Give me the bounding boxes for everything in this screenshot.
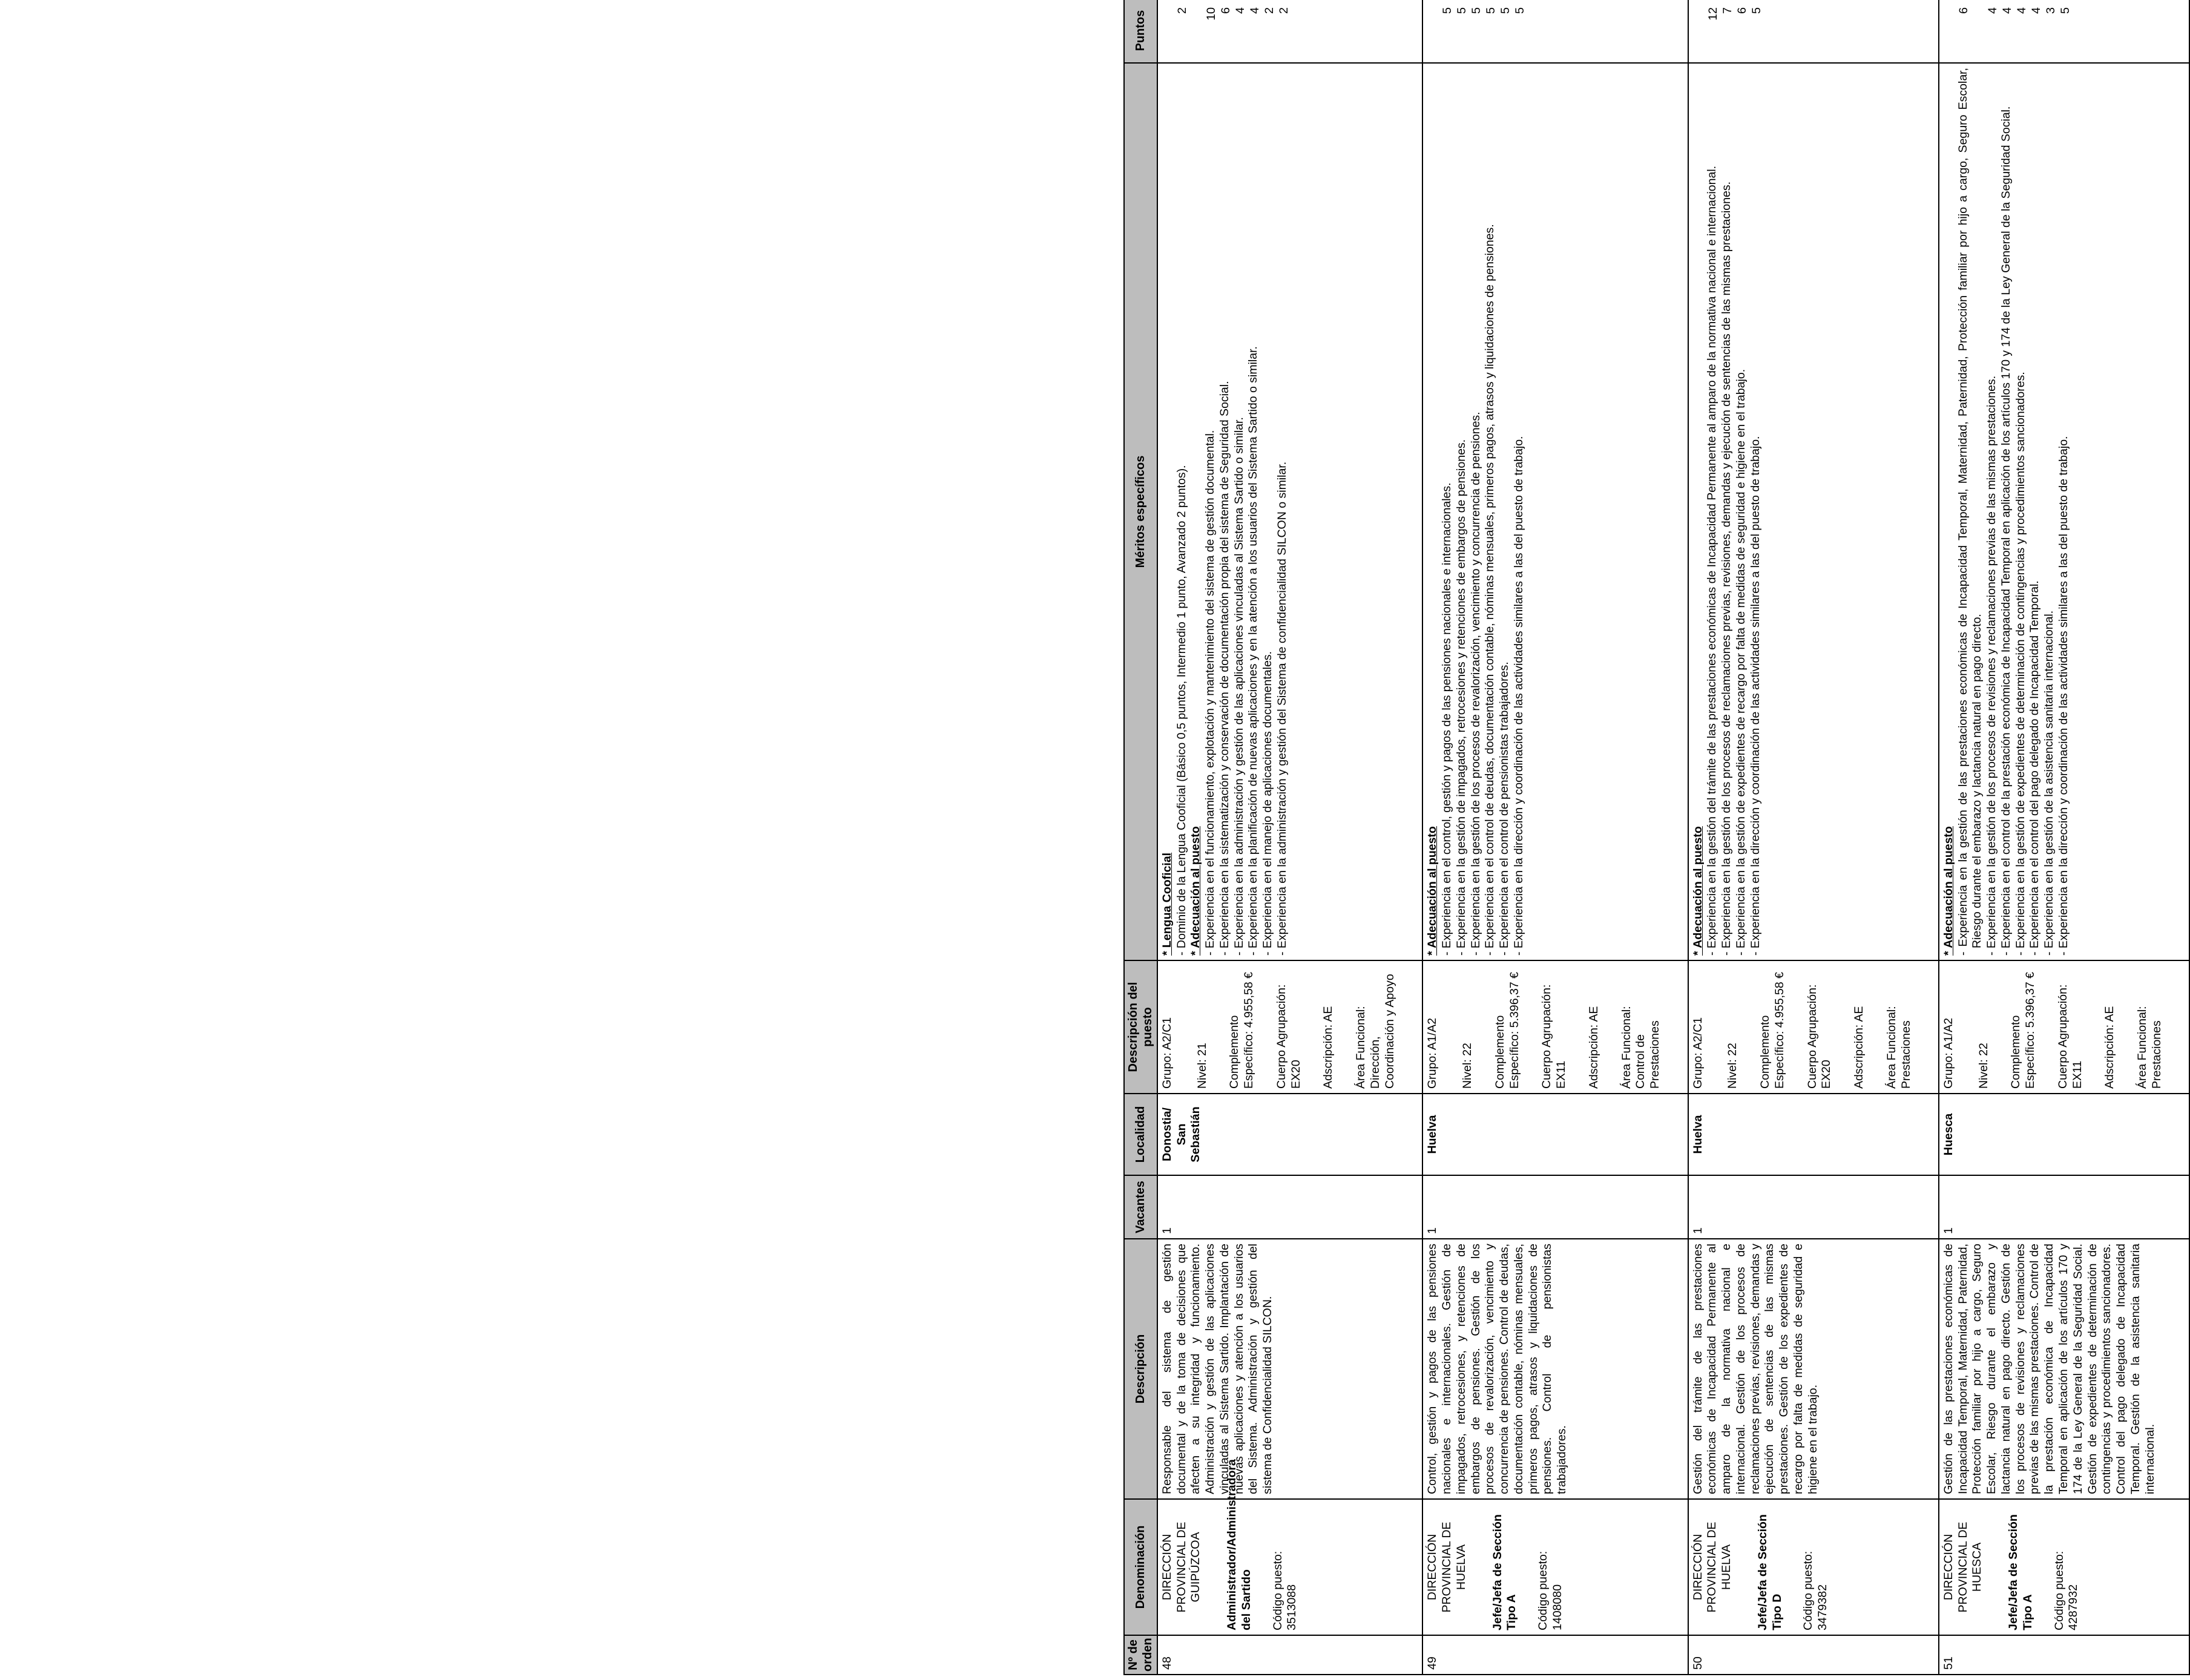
merit-item: - Experiencia en la planificación de nuevas aplicaciones y en la atención a los usuarios del Sistema Sartido o similar. (1246, 346, 1260, 956)
order-number: 51 (1939, 1635, 2189, 1675)
header-vacancies: Vacantes (1124, 1175, 1157, 1239)
merit-section (1942, 68, 1956, 956)
province-name: DIRECCIÓN PROVINCIAL DE HUESCA (1941, 1521, 1984, 1613)
merit-points: 12 (1706, 7, 1720, 21)
merit-item: - Experiencia en el control de la prestación económica de Incapacidad Temporal en aplicación de los artículos 170 y 174 de la Ley General de la Seguridad Social. (1999, 106, 2013, 956)
position-code: Código puesto: 4287932 (2052, 1550, 2080, 1630)
merit-section (1425, 68, 1440, 956)
merit-points: 4 (1248, 7, 1261, 14)
cuerpo: Cuerpo Agrupación: EX11 (1540, 984, 1568, 1089)
denomination-cell (1157, 1459, 1422, 1635)
header-order: Nº de orden (1124, 1635, 1157, 1675)
description-cell: Gestión del trámite de las prestaciones económicas de Incapacidad Permanente al amparo de la normativa nacional e internacional. Gestión de los procesos de reclamaciones previas, revisiones, demandas y ejecución de sentencias de las mismas prestaciones. Gestión de los expedientes de recargo por falta de medidas de seguridad e higiene en el trabajo. (1688, 1239, 1939, 1499)
order-number: 48 (1157, 1635, 1422, 1675)
merit-points: 4 (2000, 7, 2014, 14)
merit-item: - Experiencia en la gestión de impagados, retrocesiones y retenciones de embargos de pensiones. (1454, 439, 1468, 956)
job-title: Jefe/Jefa de Sección Tipo D (1755, 1514, 1784, 1630)
header-job-description: Descripción del puesto (1124, 960, 1157, 1094)
area-funcional: Área Funcional: Control de Prestaciones (1619, 1006, 1662, 1089)
points-cell (1939, 0, 2189, 63)
merit-item: - Experiencia en la sistematización y conservación de documentación propia del sistema de Seguridad Social. (1217, 381, 1231, 956)
table-body (1157, 0, 2189, 1675)
merit-item: - Experiencia en la gestión de los procesos de revalorización, vencimiento y concurrencia de pensiones. (1468, 412, 1482, 956)
description-cell: Control, gestión y pagos de las pensiones nacionales e internacionales. Gestión de impagados, retrocesiones, y retenciones de embargos de pensiones. Gestión de los procesos de revalorización, vencimiento y concurrencia de pensiones. Control de deudas, documentación contable, nóminas mensuales, primeros pagos, atrasos y liquidaciones de pensiones. Control de pensionistas trabajadores. (1422, 1239, 1688, 1499)
nivel: Nivel: 21 (1195, 1043, 1209, 1089)
complemento: Complemento Específico: 4.955,58 € (1758, 972, 1786, 1089)
locality-cell: Donostia/ San Sebastián (1157, 1094, 1422, 1175)
denomination-cell (1939, 1499, 2189, 1635)
merit-section-title: * Adecuación al puesto (1691, 826, 1705, 956)
merit-item: - Experiencia en la dirección y coordinación de las actividades similares a las del puesto de trabajo. (1748, 436, 1762, 956)
position-code: Código puesto: 3513088 (1271, 1550, 1299, 1630)
merit-points: 5 (1499, 7, 1513, 14)
merit-section-title: * Lengua Cooficial (1160, 852, 1174, 956)
merit-item: - Experiencia en la dirección y coordinación de las actividades similares a las del puesto de trabajo. (1511, 436, 1525, 956)
merit-points: 4 (1985, 7, 1999, 14)
header-description: Descripción (1124, 1239, 1157, 1499)
vacancies-cell: 1 (1939, 1175, 2189, 1239)
merit-section (1160, 68, 1175, 956)
merit-item: - Experiencia en la gestión de la asistencia sanitaria internacional. (2042, 610, 2056, 956)
description-cell: Gestión de las prestaciones económicas de Incapacidad Temporal, Maternidad, Paternidad, Protección familiar por hijo a cargo, Seguro Escolar, Riesgo durante el embarazo y lactancia natural en pago directo. Gestión de los procesos de revisiones y reclamaciones previas de las mismas prestaciones. Control de la prestación económica de Incapacidad Temporal en aplicación de los artículos 170 y 174 de la Ley General de la Seguridad Social. Gestión de expedientes de determinación de contingencias y procedimientos sancionadores. Control del pago delegado de Incapacidad Temporal. Gestión de la asistencia sanitaria internacional. (1939, 1239, 2189, 1499)
province-name: DIRECCIÓN PROVINCIAL DE HUELVA (1425, 1521, 1468, 1613)
table-row (1939, 0, 2189, 1675)
merit-points: 10 (1204, 7, 1218, 21)
points-cell (1422, 0, 1688, 63)
province-name: DIRECCIÓN PROVINCIAL DE HUELVA (1691, 1521, 1734, 1613)
merit-item: - Experiencia en la administración y gestión del Sistema de confidencialidad SILCON o similar. (1275, 461, 1289, 956)
job-description-cell (1939, 960, 2189, 1094)
position-code: Código puesto: 1408080 (1536, 1550, 1564, 1630)
header-points: Puntos (1124, 0, 1157, 63)
points-spacer (1942, 7, 1956, 58)
header-row (1124, 0, 1157, 1675)
grupo: Grupo: A2/C1 (1691, 1017, 1705, 1089)
denomination-cell (1422, 1499, 1688, 1635)
merits-cell (1157, 63, 1422, 960)
job-description-cell (1422, 960, 1688, 1094)
vacancies-cell: 1 (1422, 1175, 1688, 1239)
locality-cell: Huelva (1688, 1094, 1939, 1175)
merit-item: - Experiencia en el manejo de aplicaciones documentales. (1261, 651, 1275, 956)
merit-item: - Experiencia en el funcionamiento, explotación y mantenimiento del sistema de gestión documental. (1203, 430, 1217, 956)
merit-item: - Experiencia en la gestión del trámite de las prestaciones económicas de Incapacidad Permanente al amparo de la normativa nacional e internacional. (1705, 165, 1719, 956)
merits-cell (1422, 63, 1688, 960)
merit-item: - Experiencia en el control del pago delegado de Incapacidad Temporal. (2028, 580, 2042, 956)
merit-points: 7 (1720, 7, 1734, 14)
merit-points: 6 (1956, 7, 1970, 14)
nivel: Nivel: 22 (1460, 1043, 1474, 1089)
order-number: 50 (1688, 1635, 1939, 1675)
merit-points: 6 (1735, 7, 1749, 14)
province-name: DIRECCIÓN PROVINCIAL DE GUIPÚZCOA (1160, 1521, 1203, 1613)
cuerpo: Cuerpo Agrupación: EX20 (1805, 984, 1833, 1089)
merit-item: - Experiencia en la gestión de los procesos de revisiones y reclamaciones previas de las mismas prestaciones. (1985, 375, 1999, 956)
order-number: 49 (1422, 1635, 1688, 1675)
adscripcion: Adscripción: AE (1852, 1006, 1866, 1089)
merit-item: - Experiencia en el control de deudas, documentación contable, nóminas mensuales, primeros pagos, atrasos y liquidaciones de pensiones. (1483, 224, 1497, 956)
area-funcional: Área Funcional: Prestaciones (2136, 1006, 2163, 1089)
merit-section-title: * Adecuación al puesto (1941, 826, 1955, 956)
merit-points: 3 (2044, 7, 2057, 14)
merit-points: 2 (1262, 7, 1276, 14)
merit-section-title: * Adecuación al puesto (1425, 826, 1439, 956)
merit-points: 4 (1233, 7, 1247, 14)
merit-points: 5 (1455, 7, 1469, 14)
complemento: Complemento Específico: 5.396,37 € (2009, 972, 2037, 1089)
merit-points: 4 (2029, 7, 2043, 14)
merit-points: 2 (1277, 7, 1291, 14)
merit-points: 2 (1175, 7, 1189, 14)
position-code: Código puesto: 3479382 (1801, 1550, 1830, 1630)
merit-points: 5 (2058, 7, 2072, 14)
merit-section (1691, 68, 1706, 956)
header-locality: Localidad (1124, 1094, 1157, 1175)
job-title: Administrador/Administradora del Sartido (1225, 1459, 1253, 1630)
locality-cell: Huesca (1939, 1094, 2189, 1175)
grupo: Grupo: A1/A2 (1425, 1017, 1439, 1089)
merit-points: 5 (1749, 7, 1763, 14)
nivel: Nivel: 22 (1726, 1043, 1740, 1089)
adscripcion: Adscripción: AE (2103, 1006, 2117, 1089)
grupo: Grupo: A1/A2 (1941, 1017, 1955, 1089)
description-cell: Responsable del sistema de gestión documental y de la toma de decisiones que afecten a su integridad y funcionamiento. Administración y gestión de las aplicaciones vinculadas al Sistema Sartido. Implantación de nuevas aplicaciones y atención a los usuarios del Sistema. Administración y gestión del sistema de Confidencialidad SILCON. (1157, 1239, 1422, 1499)
job-description-cell (1688, 960, 1939, 1094)
cuerpo: Cuerpo Agrupación: EX11 (2056, 984, 2084, 1089)
positions-table (1123, 0, 2190, 1675)
complemento: Complemento Específico: 5.396,37 € (1493, 972, 1521, 1089)
points-cell (1688, 0, 1939, 63)
table-row (1688, 0, 1939, 1675)
vacancies-cell: 1 (1688, 1175, 1939, 1239)
locality-cell: Huelva (1422, 1094, 1688, 1175)
grupo: Grupo: A2/C1 (1160, 1017, 1174, 1089)
merit-points: 5 (1484, 7, 1498, 14)
points-spacer (1691, 7, 1706, 58)
merits-cell (1939, 63, 2189, 960)
job-description-cell (1157, 960, 1422, 1094)
rotated-table-wrapper (1123, 7, 2190, 1675)
merit-points: 5 (1470, 7, 1484, 14)
complemento: Complemento Específico: 4.955,58 € (1228, 972, 1256, 1089)
merit-points: 5 (1441, 7, 1455, 14)
table-row (1422, 0, 1688, 1675)
merit-item: - Experiencia en la gestión de los procesos de reclamaciones previas, revisiones, demandas y ejecución de sentencias de las mismas prestaciones. (1720, 181, 1734, 956)
points-cell (1157, 0, 1422, 63)
points-spacer (1189, 7, 1204, 58)
merits-cell (1688, 63, 1939, 960)
denomination-cell (1688, 1499, 1939, 1635)
points-spacer (1160, 7, 1175, 58)
nivel: Nivel: 22 (1976, 1043, 1990, 1089)
merit-section (1189, 68, 1203, 956)
merit-section-title: * Adecuación al puesto (1189, 826, 1203, 956)
merit-item: - Dominio de la Lengua Cooficial (Básico 0,5 puntos, Intermedio 1 punto, Avanzado 2 puntos). (1174, 465, 1188, 956)
merit-points: 5 (1513, 7, 1527, 14)
header-denomination: Denominación (1124, 1499, 1157, 1635)
vacancies-cell: 1 (1157, 1175, 1422, 1239)
adscripcion: Adscripción: AE (1587, 1006, 1600, 1089)
header-merits: Méritos específicos (1124, 63, 1157, 960)
cuerpo: Cuerpo Agrupación: EX20 (1274, 984, 1303, 1089)
merit-item: - Experiencia en el control de pensionistas trabajadores. (1498, 661, 1511, 956)
merit-item: - Experiencia en el control, gestión y pagos de las pensiones nacionales e internacionales. (1439, 482, 1453, 956)
points-spacer (1425, 7, 1440, 58)
merit-points: 6 (1218, 7, 1232, 14)
adscripcion: Adscripción: AE (1321, 1006, 1335, 1089)
merit-item: - Experiencia en la dirección y coordinación de las actividades similares a las del puesto de trabajo. (2057, 436, 2070, 956)
merit-item: - Experiencia en la administración y gestión de las aplicaciones vinculadas al Sistema Sartido o similar. (1232, 417, 1246, 956)
merit-item: - Experiencia en la gestión de expedientes de determinación de contingencias y procedimientos sancionadores. (2013, 372, 2027, 956)
area-funcional: Área Funcional: Dirección, Coordinación y Apoyo (1354, 974, 1396, 1089)
table-row (1157, 0, 1422, 1675)
merit-points: 4 (2014, 7, 2028, 14)
merit-item: - Experiencia en la gestión de las prestaciones económicas de Incapacidad Temporal, Maternidad, Paternidad, Protección familiar por hijo a cargo, Seguro Escolar, Riesgo durante el embarazo y lactancia natural en pago directo. (1956, 68, 1984, 956)
merit-item: - Experiencia en la gestión de expedientes de recargo por falta de medidas de seguridad e higiene en el trabajo. (1734, 369, 1748, 956)
job-title: Jefe/Jefa de Sección Tipo A (2007, 1514, 2034, 1630)
job-title: Jefe/Jefa de Sección Tipo A (1490, 1514, 1519, 1630)
area-funcional: Área Funcional: Prestaciones (1885, 1006, 1913, 1089)
